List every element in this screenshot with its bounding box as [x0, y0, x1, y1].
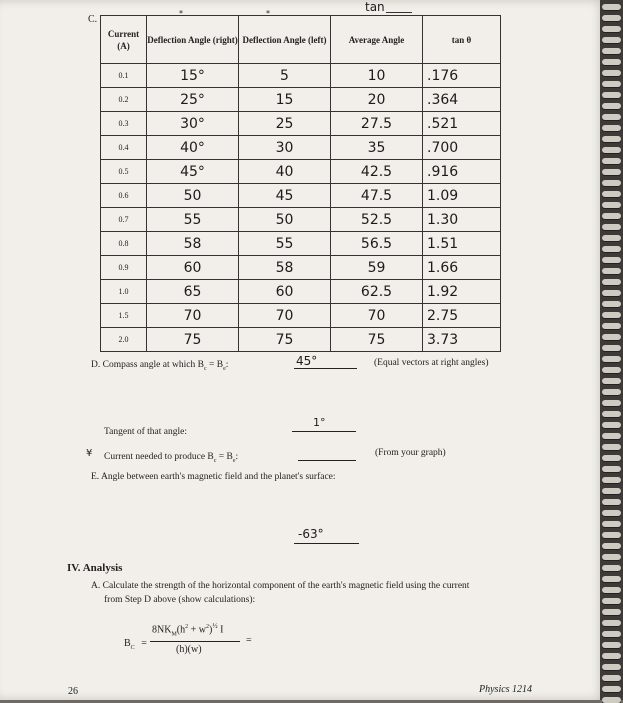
binding-coil	[602, 169, 621, 175]
section-c-label: C.	[88, 14, 98, 25]
cell-deflection-right: 55	[147, 208, 239, 232]
col-header-current: Current (A)	[101, 16, 147, 64]
binding-coil	[602, 400, 621, 406]
binding-coil	[602, 158, 621, 164]
analysis-item-a-line2: from Step D above (show calculations):	[104, 595, 256, 605]
cell-tan-theta: 2.75	[423, 304, 501, 328]
binding-coil	[602, 191, 621, 197]
cell-current: 1.0	[101, 280, 147, 304]
cell-current: 0.5	[101, 160, 147, 184]
binding-coil	[602, 301, 621, 307]
binding-coil	[602, 114, 621, 120]
cell-current: 0.7	[101, 208, 147, 232]
binding-coil	[602, 290, 621, 296]
cell-deflection-right: 15°	[147, 64, 239, 88]
binding-coil	[602, 664, 621, 670]
col-header-tan-theta: tan θ	[423, 16, 501, 64]
binding-coil	[602, 180, 621, 186]
current-needed-note: (From your graph)	[375, 448, 446, 458]
cell-average-angle: 70	[331, 304, 423, 328]
cell-current: 1.5	[101, 304, 147, 328]
analysis-heading: IV. Analysis	[67, 562, 123, 574]
table-row	[101, 88, 501, 112]
binding-coil	[602, 576, 621, 582]
binding-coil	[602, 675, 621, 681]
cell-deflection-left: 5	[239, 64, 331, 88]
course-name: Physics 1214	[479, 684, 533, 695]
cell-deflection-left: 40	[239, 160, 331, 184]
binding-coil	[602, 543, 621, 549]
binding-coil	[602, 433, 621, 439]
cell-average-angle: 52.5	[331, 208, 423, 232]
binding-coil	[602, 466, 621, 472]
binding-coil	[602, 213, 621, 219]
tick-mark-right: *	[266, 9, 270, 18]
cell-deflection-right: 25°	[147, 88, 239, 112]
cell-deflection-right: 58	[147, 232, 239, 256]
binding-coil	[602, 367, 621, 373]
binding-coil	[602, 268, 621, 274]
table-row	[101, 160, 501, 184]
cell-average-angle: 47.5	[331, 184, 423, 208]
table-row	[101, 136, 501, 160]
binding-coil	[602, 477, 621, 483]
cell-average-angle: 10	[331, 64, 423, 88]
cell-deflection-left: 30	[239, 136, 331, 160]
formula-fraction-bar	[150, 641, 240, 642]
tangent-label: Tangent of that angle:	[104, 427, 187, 437]
binding-coil	[602, 532, 621, 538]
tan-annotation: tan	[365, 0, 385, 14]
cell-deflection-right: 40°	[147, 136, 239, 160]
binding-coil	[602, 70, 621, 76]
tan-annotation-underline	[386, 12, 412, 13]
binding-coil	[602, 246, 621, 252]
binding-coil	[602, 697, 621, 703]
binding-coil	[602, 15, 621, 21]
binding-coil	[602, 510, 621, 516]
cell-current: 0.1	[101, 64, 147, 88]
binding-coil	[602, 411, 621, 417]
cell-deflection-right: 65	[147, 280, 239, 304]
page-number: 26	[68, 686, 78, 697]
binding-coil	[602, 312, 621, 318]
binding-coil	[602, 92, 621, 98]
cell-deflection-left: 58	[239, 256, 331, 280]
cell-current: 0.2	[101, 88, 147, 112]
binding-coil	[602, 587, 621, 593]
binding-coil	[602, 598, 621, 604]
binding-coil	[602, 26, 621, 32]
cell-deflection-left: 60	[239, 280, 331, 304]
cell-deflection-left: 50	[239, 208, 331, 232]
binding-coil	[602, 422, 621, 428]
cell-deflection-left: 75	[239, 328, 331, 352]
cell-current: 0.3	[101, 112, 147, 136]
table-row	[101, 184, 501, 208]
cell-deflection-left: 70	[239, 304, 331, 328]
cell-current: 0.9	[101, 256, 147, 280]
binding-coil	[602, 81, 621, 87]
cell-deflection-right: 75	[147, 328, 239, 352]
binding-coil	[602, 59, 621, 65]
table-header-row	[101, 16, 501, 64]
binding-coil	[602, 48, 621, 54]
binding-coil	[602, 202, 621, 208]
binding-coil	[602, 4, 621, 10]
formula-lhs: $B_C$ =	[124, 638, 147, 651]
binding-coil	[602, 257, 621, 263]
cell-current: 0.6	[101, 184, 147, 208]
step-d-note: (Equal vectors at right angles)	[374, 358, 489, 368]
cell-tan-theta: .364	[423, 88, 501, 112]
binding-coil	[602, 631, 621, 637]
spiral-binding	[600, 0, 623, 700]
col-header-deflection-right: Deflection Angle (right)	[147, 16, 239, 64]
table-row	[101, 256, 501, 280]
cell-tan-theta: .700	[423, 136, 501, 160]
step-e-answer-line	[294, 543, 359, 544]
formula-equals-right: =	[246, 635, 252, 646]
binding-coil	[602, 521, 621, 527]
formula-numerator: $8NK_M(h^2 + w^2)^{\frac{1}{2}}$ I	[152, 622, 224, 638]
cell-average-angle: 56.5	[331, 232, 423, 256]
cell-deflection-right: 60	[147, 256, 239, 280]
table-row	[101, 112, 501, 136]
table-row	[101, 280, 501, 304]
binding-coil	[602, 224, 621, 230]
cell-average-angle: 62.5	[331, 280, 423, 304]
binding-coil	[602, 125, 621, 131]
formula-denominator: (h)(w)	[176, 644, 202, 655]
step-d-answer-line	[294, 368, 357, 369]
cell-tan-theta: 1.92	[423, 280, 501, 304]
cell-deflection-right: 30°	[147, 112, 239, 136]
table-row	[101, 64, 501, 88]
binding-coil	[602, 334, 621, 340]
cell-average-angle: 20	[331, 88, 423, 112]
binding-coil	[602, 620, 621, 626]
cell-current: 0.8	[101, 232, 147, 256]
binding-coil	[602, 653, 621, 659]
binding-coil	[602, 378, 621, 384]
tick-mark-left: *	[179, 9, 183, 18]
analysis-item-a-line1: A. Calculate the strength of the horizontal component of the earth's magnetic field using the current	[91, 581, 470, 591]
table-row	[101, 328, 501, 352]
binding-coil	[602, 147, 621, 153]
cell-current: 2.0	[101, 328, 147, 352]
cell-tan-theta: 3.73	[423, 328, 501, 352]
cell-current: 0.4	[101, 136, 147, 160]
measurement-table	[100, 15, 501, 352]
cell-average-angle: 42.5	[331, 160, 423, 184]
binding-coil	[602, 642, 621, 648]
binding-coil	[602, 235, 621, 241]
binding-coil	[602, 356, 621, 362]
binding-coil	[602, 345, 621, 351]
binding-coil	[602, 37, 621, 43]
table-row	[101, 208, 501, 232]
cell-tan-theta: 1.30	[423, 208, 501, 232]
cell-deflection-left: 15	[239, 88, 331, 112]
step-d-answer: 45°	[296, 354, 318, 368]
cell-average-angle: 27.5	[331, 112, 423, 136]
cell-deflection-left: 55	[239, 232, 331, 256]
cell-deflection-left: 25	[239, 112, 331, 136]
binding-coil	[602, 554, 621, 560]
cell-deflection-right: 45°	[147, 160, 239, 184]
step-e-label: E. Angle between earth's magnetic field and the planet's surface:	[91, 472, 336, 482]
cell-deflection-right: 50	[147, 184, 239, 208]
binding-coil	[602, 444, 621, 450]
cell-average-angle: 75	[331, 328, 423, 352]
current-needed-answer-line	[298, 460, 356, 461]
binding-coil	[602, 609, 621, 615]
binding-coil	[602, 455, 621, 461]
binding-coil	[602, 499, 621, 505]
cell-tan-theta: .176	[423, 64, 501, 88]
binding-coil	[602, 389, 621, 395]
cell-deflection-left: 45	[239, 184, 331, 208]
cell-tan-theta: .521	[423, 112, 501, 136]
binding-coil	[602, 103, 621, 109]
table-row	[101, 232, 501, 256]
cell-tan-theta: .916	[423, 160, 501, 184]
cell-tan-theta: 1.09	[423, 184, 501, 208]
current-needed-label: Current needed to produce $B_c = B_e$:	[104, 452, 239, 464]
step-e-answer: -63°	[298, 527, 324, 541]
current-needed-mark: ¥	[86, 448, 93, 459]
binding-coil	[602, 323, 621, 329]
binding-coil	[602, 686, 621, 692]
tangent-answer: 1°	[313, 416, 326, 429]
table-row	[101, 304, 501, 328]
cell-average-angle: 35	[331, 136, 423, 160]
binding-coil	[602, 136, 621, 142]
col-header-deflection-left: Deflection Angle (left)	[239, 16, 331, 64]
binding-coil	[602, 565, 621, 571]
col-header-average-angle: Average Angle	[331, 16, 423, 64]
step-d-label: D. Compass angle at which $B_c = B_e$:	[91, 360, 229, 372]
cell-tan-theta: 1.66	[423, 256, 501, 280]
cell-deflection-right: 70	[147, 304, 239, 328]
cell-average-angle: 59	[331, 256, 423, 280]
binding-coil	[602, 279, 621, 285]
binding-coil	[602, 488, 621, 494]
cell-tan-theta: 1.51	[423, 232, 501, 256]
tangent-answer-line	[292, 431, 356, 432]
